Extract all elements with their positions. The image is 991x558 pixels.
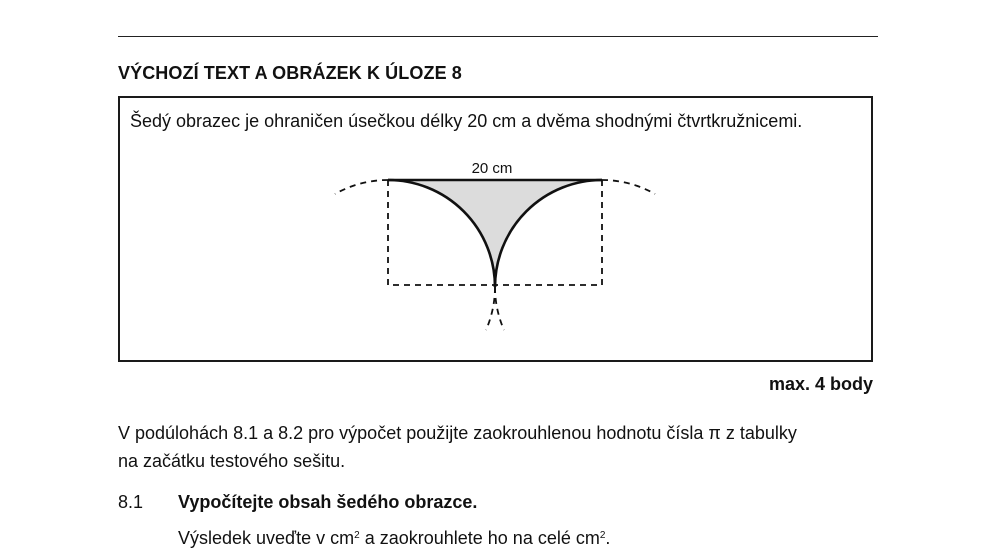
dashed-arc-left (335, 180, 388, 194)
task-note-sup-2: 2 (599, 530, 606, 541)
dashed-arc-bottom-left (486, 287, 495, 330)
dashed-arc-right (602, 180, 655, 194)
task-note-part-2: a zaokrouhlete ho na celé cm (359, 528, 600, 548)
task-note-end: . (605, 528, 611, 548)
intro-text (118, 419, 878, 475)
segment-label: 20 cm (471, 160, 513, 177)
task-note-sup-1: 2 (354, 530, 360, 541)
task-note (178, 528, 610, 549)
figure-box (118, 96, 873, 362)
dashed-arc-bottom-right (495, 287, 504, 330)
section-heading: VÝCHOZÍ TEXT A OBRÁZEK K ÚLOZE 8 (118, 63, 462, 83)
geometry-figure (120, 98, 871, 360)
task-number: 8.1 (118, 492, 144, 512)
box-text: Šedý obrazec je ohraničen úsečkou délky 20 cm a dvěma shodnými čtvrtkružnicemi. (130, 111, 803, 131)
task-title: Vypočítejte obsah šedého obrazce. (178, 492, 478, 512)
top-rule (118, 36, 878, 37)
intro-line-1: V podúlohách 8.1 a 8.2 pro výpočet použijte zaokrouhlenou hodnotu čísla π z tabulky (118, 423, 797, 443)
task-note-part-1: Výsledek uveďte v cm (178, 528, 355, 548)
intro-line-2: na začátku testového sešitu. (118, 451, 346, 471)
max-points: max. 4 body (768, 374, 873, 394)
